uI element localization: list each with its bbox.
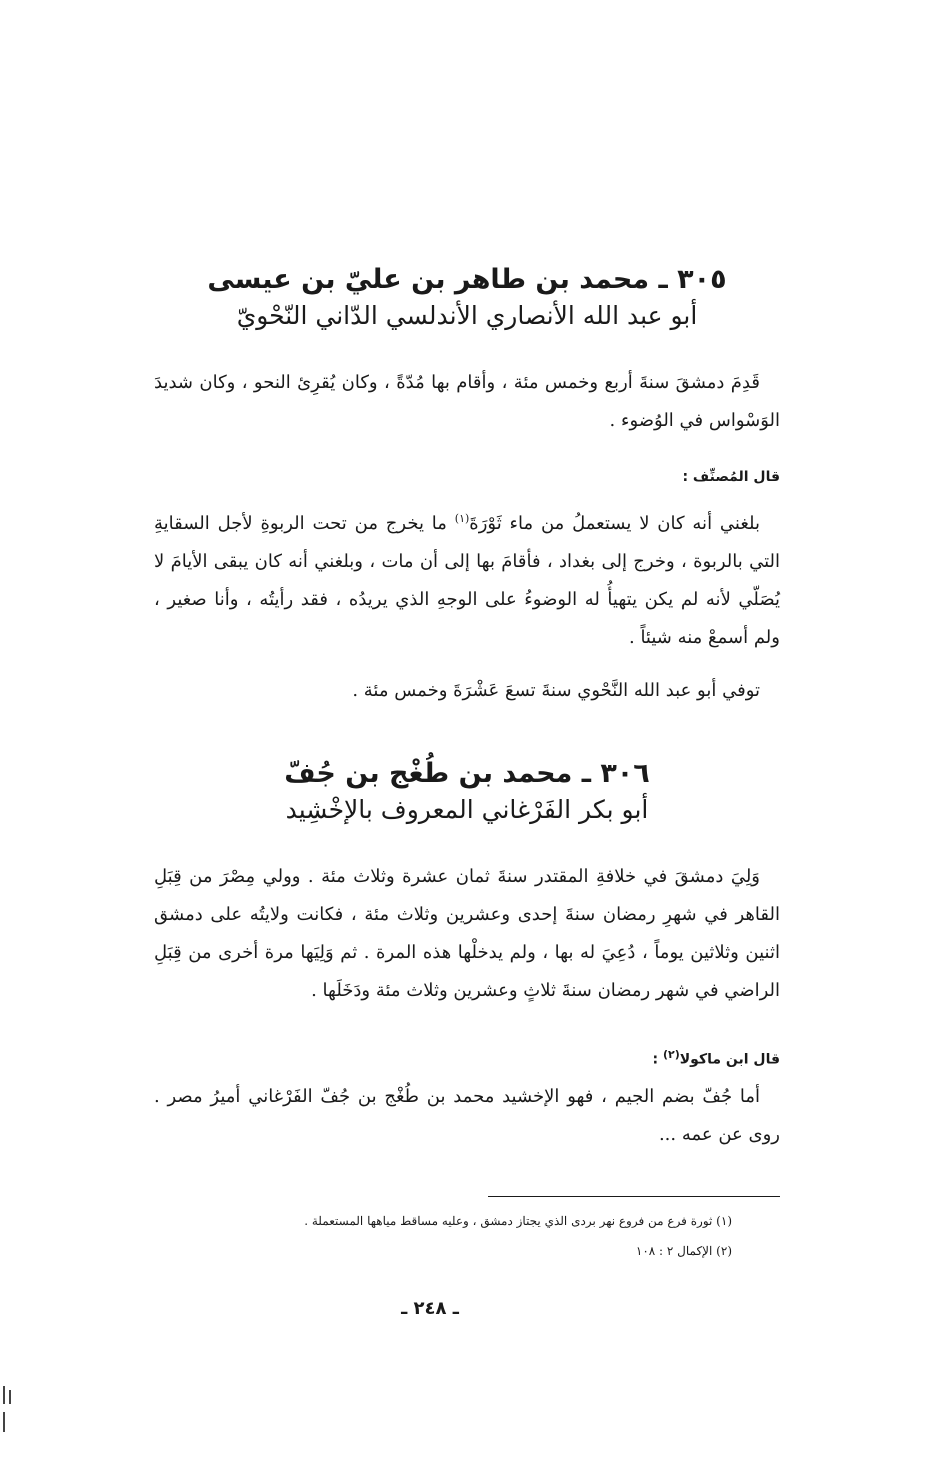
entry-306-label-wrap (154, 1040, 780, 1075)
entry-306-body (154, 1078, 780, 1154)
entry-paragraph: أما جُفّ بضم الجيم ، فهو الإخشيد محمد بن طُغْج بن جُفّ الفَرْغاني أميرُ مصر . روى عن عمه ... (154, 1086, 780, 1145)
entry-305-closing (154, 672, 780, 710)
footnote-divider (488, 1196, 780, 1197)
footnote-ref[interactable]: (٢) (662, 1048, 680, 1061)
entry-305-intro (154, 364, 780, 440)
label-text: : (652, 1051, 663, 1068)
entry-306 (154, 756, 780, 828)
entry-paragraph (154, 500, 780, 657)
entry-305-label-wrap (154, 462, 780, 492)
entry-306-intro (154, 858, 780, 1010)
quote-label: قال المُصنِّف : (682, 469, 780, 485)
footnote-1: (١) ثورة فرع من فروع نهر بردى الذي يجتاز دمشق ، وعليه مساقط مياهها المستعملة . (304, 1214, 732, 1228)
entry-305 (154, 262, 780, 334)
entry-paragraph: وَلِيَ دمشقَ في خلافةِ المقتدر سنةَ ثمان عشرة وثلاث مئة . وولي مِصْرَ من قِبَلِ القاهر في شهرِ رمضان سنةَ إحدى وعشرين وثلاث مئة ، فكانت ولايتُه على دمشق اثنين وثلاثين يوماً ، دُعِيَ له بها ، ولم يدخلْها هذه المرة . ثم وَلِيَها مرة أخرى من قِبَلِ الراضي في شهر رمضان سنةَ ثلاثٍ وعشرين وثلاث مئة ودَخَلَها . (154, 866, 780, 1001)
entry-heading: ٣٠٥ ـ محمد بن طاهر بن عليّ بن عيسى (207, 264, 727, 295)
entry-paragraph: توفي أبو عبد الله النَّحْوي سنةَ تسعَ عَشْرَةَ وخمس مئة . (352, 680, 760, 701)
entry-305-body (154, 500, 780, 657)
label-text: قال ابن ماكولا (679, 1051, 780, 1068)
footnote-2: (٢) الإكمال ٢ : ١٠٨ (635, 1244, 732, 1258)
body-text: ما يخرج من تحت الربوةِ لأجل السقايةِ التي بالربوة ، وخرج إلى بغداد ، فأقامَ بها إلى أن مات ، وبلغني أنه كان يبقى الأيامَ لا يُصَلّي لأنه لم يكن يتهيأُ له الوضوءُ على الوجهِ الذي يريدُه ، فقد رأيتُه ، وأنا صغير ، ولم أسمعْ منه شيئاً . (154, 513, 780, 648)
entry-subheading: أبو بكر الفَرْغاني المعروف بالإخْشِيد (285, 795, 649, 824)
scan-edge-marks (0, 1386, 14, 1436)
body-text: بلغني أنه كان لا يستعملُ من ماء ثَوْرَةَ (469, 513, 760, 534)
footnote-ref[interactable]: (١) (454, 512, 470, 525)
entry-heading: ٣٠٦ ـ محمد بن طُغْج بن جُفّ (284, 758, 650, 789)
quote-label (154, 1040, 780, 1075)
entry-paragraph: قَدِمَ دمشقَ سنةَ أربع وخمس مئة ، وأقام بها مُدّةً ، وكان يُقرِئ النحو ، وكان شديدَ الوَسْواس في الوُضوء . (154, 372, 780, 431)
page-number: ـ ٢٤٨ ـ (401, 1298, 459, 1319)
entry-subheading: أبو عبد الله الأنصاري الأندلسي الدّاني النّحْويّ (236, 301, 698, 330)
